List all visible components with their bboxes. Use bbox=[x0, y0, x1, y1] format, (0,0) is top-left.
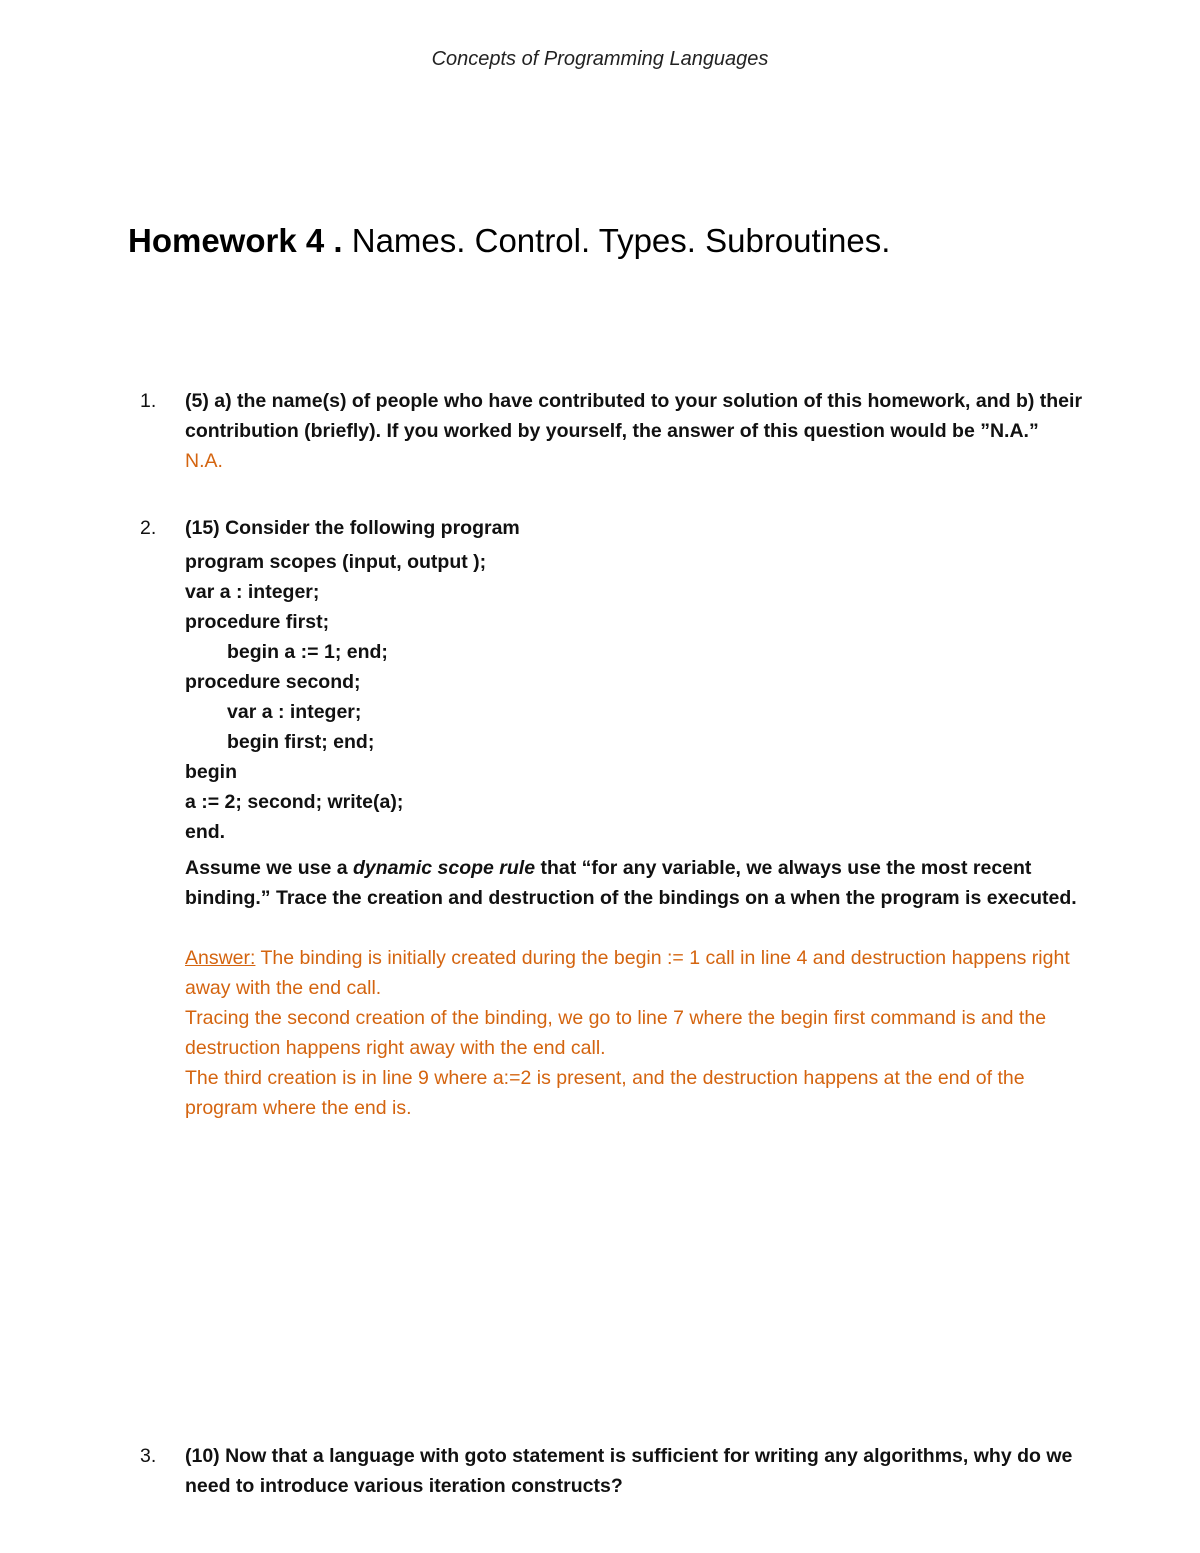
question-2-answer bbox=[185, 943, 1090, 1123]
code-listing bbox=[185, 547, 1090, 847]
question-3 bbox=[140, 1441, 1090, 1501]
question-1-answer: N.A. bbox=[185, 450, 223, 472]
question-2-assumption bbox=[185, 853, 1090, 913]
code-line: var a : integer; bbox=[185, 581, 320, 603]
question-3-number: 3. bbox=[140, 1445, 157, 1467]
assumption-text-start: Assume we use a bbox=[185, 857, 353, 879]
title-topics: Names. Control. Types. Subroutines. bbox=[342, 222, 891, 259]
code-line: var a : integer; bbox=[227, 701, 362, 723]
question-1-text: (5) a) the name(s) of people who have contributed to your solution of this homework, and b) their contribution (briefly). If you worked by yourself, the answer of this question would be ”N.A.” bbox=[185, 390, 1083, 442]
code-line: begin first; end; bbox=[227, 731, 375, 753]
assumption-text-end: that “for any variable, we always use the most recent binding.” Trace the creation and destruction of the bindings on a when the program is executed. bbox=[185, 857, 1077, 909]
question-2-number: 2. bbox=[140, 517, 157, 539]
answer-paragraph-2: Tracing the second creation of the binding, we go to line 7 where the begin first command is and the destruction happens right away with the end call. bbox=[185, 1007, 1047, 1059]
code-line: procedure first; bbox=[185, 611, 330, 633]
assumption-emphasis: dynamic scope rule bbox=[353, 857, 536, 879]
question-2-text: (15) Consider the following program bbox=[185, 517, 520, 539]
answer-text-1: The binding is initially created during the begin := 1 call in line 4 and destruction happens right away with the end call. bbox=[185, 947, 1070, 999]
code-line: procedure second; bbox=[185, 671, 361, 693]
code-line: a := 2; second; write(a); bbox=[185, 791, 404, 813]
question-3-text: (10) Now that a language with goto statement is sufficient for writing any algorithms, why do we need to introduce various iteration constructs? bbox=[185, 1445, 1073, 1497]
answer-label: Answer: bbox=[185, 947, 256, 969]
code-line: end. bbox=[185, 821, 226, 843]
question-1 bbox=[140, 386, 1090, 476]
page-title bbox=[128, 222, 890, 260]
code-line: begin bbox=[185, 761, 237, 783]
answer-paragraph-3: The third creation is in line 9 where a:=2 is present, and the destruction happens at the end of the program where the end is. bbox=[185, 1067, 1025, 1119]
question-2 bbox=[140, 513, 1090, 1123]
question-1-number: 1. bbox=[140, 390, 157, 412]
code-line: begin a := 1; end; bbox=[227, 641, 388, 663]
page-header: Concepts of Programming Languages bbox=[431, 48, 769, 70]
title-homework-number: Homework 4 . bbox=[128, 222, 343, 259]
code-line: program scopes (input, output ); bbox=[185, 551, 487, 573]
answer-paragraph-1 bbox=[185, 943, 1090, 1003]
